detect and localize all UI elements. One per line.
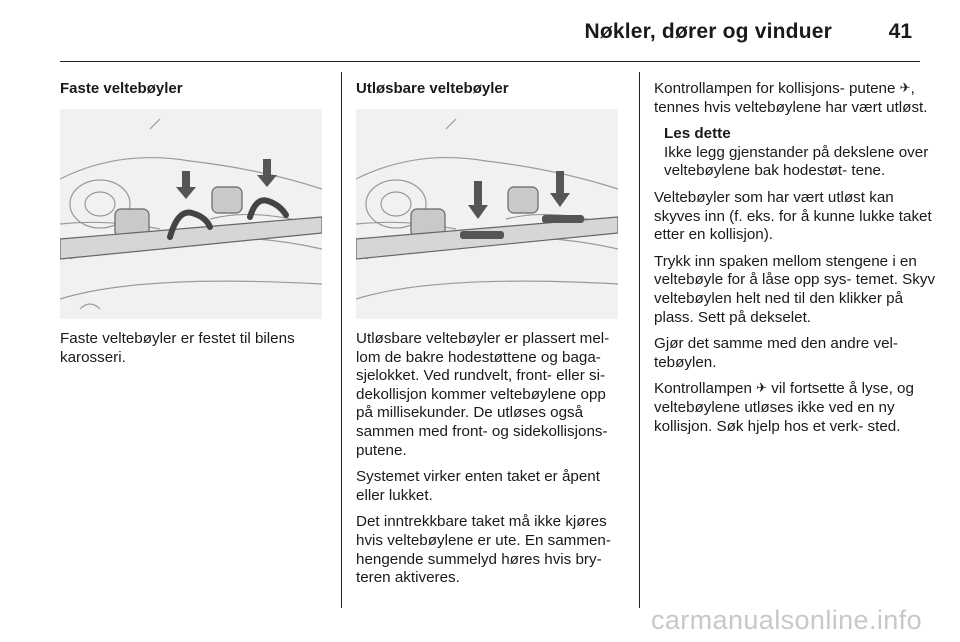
page-number: 41 (888, 20, 912, 43)
car-deployable-rollbar-illustration (356, 109, 618, 319)
paragraph-deployable-1: Utløsbare veltebøyler er plassert mel- lom de bakre hodestøttene og baga- sjelokket. Ved rundvelt, front- eller si- dekollisjon kommer veltebøylene opp på millisekunder. De utløses også sammen med front- og sidekollisjons- putene. (356, 330, 610, 459)
column-divider-1 (341, 72, 342, 608)
paragraph-repeat: Gjør det samme med den andre vel- tebøylen. (654, 335, 898, 371)
right-column (654, 80, 944, 444)
column-divider-2 (639, 72, 640, 608)
illustration-fixed-rollbars (60, 109, 322, 319)
paragraph-indicator (654, 80, 944, 117)
paragraph-retract: Veltebøyler som har vært utløst kan skyves inn (f. eks. for å kunne lukke taket etter en kollisjon). (654, 188, 932, 244)
page-title: Nøkler, dører og vinduer (584, 20, 832, 43)
text-fragment: vil fortsette å lyse, og veltebøylene utløses ikke ved en ny kollisjon. Søk hjelp hos et verk- sted. (654, 380, 914, 435)
car-rollbar-illustration (60, 109, 322, 319)
text-fragment: Kontrollampen (654, 380, 757, 398)
note-box (664, 125, 944, 181)
section-heading-deployable: Utløsbare veltebøyler (356, 80, 509, 97)
middle-text-block (356, 330, 626, 596)
text-fragment: Kontrollampen for kollisjons- putene (654, 80, 900, 97)
paragraph-deployable-3: Det inntrekkbare taket må ikke kjøres hvis veltebøylene er ute. En sammen- hengende summelyd høres hvis bry- teren aktiveres. (356, 513, 611, 587)
illustration-deployable-rollbars (356, 109, 618, 319)
paragraph-lever: Trykk inn spaken mellom stengene i en veltebøyle for å låse opp sys- temet. Skyv veltebøylen helt ned til den klikker på plass. Sett på dekselet. (654, 252, 936, 326)
paragraph-deployable-2: Systemet virker enten taket er åpent eller lukket. (356, 468, 600, 504)
left-column (60, 80, 330, 366)
paragraph-indicator-continue (654, 380, 944, 436)
airbag-indicator-icon: ✈ (756, 380, 768, 396)
airbag-indicator-icon: ✈ (899, 80, 911, 95)
section-heading-fixed: Faste veltebøyler (60, 80, 183, 97)
page-header (60, 0, 912, 56)
text-fragment: , tennes hvis veltebøylene har vært utløst. (654, 80, 928, 116)
watermark: carmanualsonline.info (650, 605, 922, 635)
middle-column (356, 80, 626, 587)
note-text: Ikke legg gjenstander på dekslene over veltebøylene bak hodestøt- tene. (664, 143, 929, 180)
header-rule (60, 61, 920, 62)
caption-fixed-rollbars: Faste veltebøyler er festet til bilens karosseri. (60, 330, 295, 366)
note-title: Les dette (664, 125, 731, 143)
